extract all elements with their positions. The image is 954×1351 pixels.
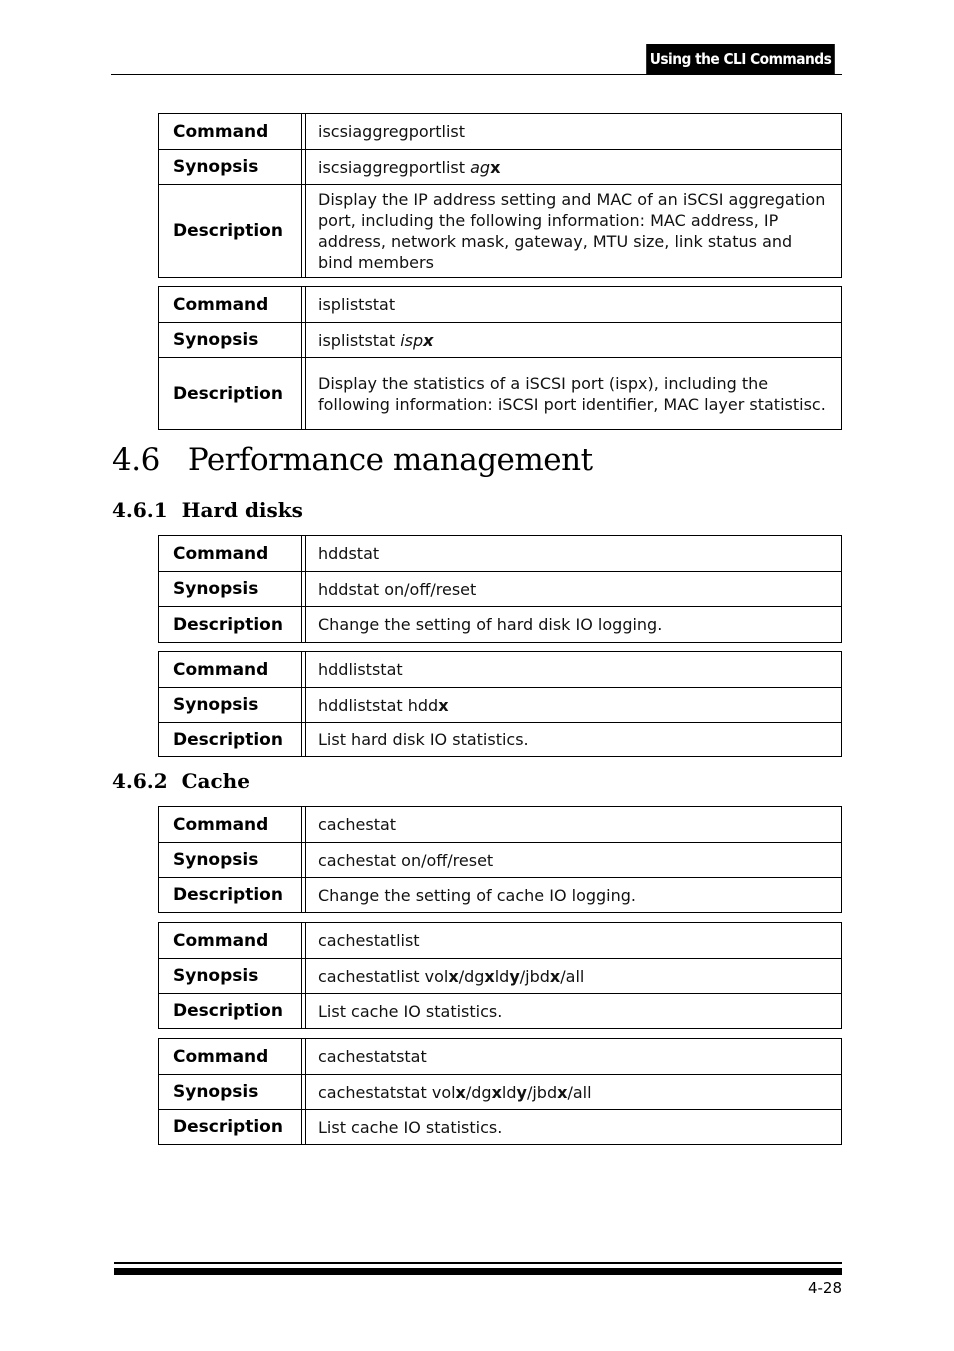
command-row [159, 536, 841, 571]
synopsis-value: cachestatstat vol x /dg x ld y /jbd x /all [318, 1082, 592, 1102]
command-table-iscsiaggregportlist [158, 113, 842, 278]
synopsis-row [159, 842, 841, 877]
synopsis-row [159, 958, 841, 993]
description-label: Description [159, 185, 302, 277]
description-row [159, 877, 841, 912]
header-section-tab: Using the CLI Commands [646, 44, 835, 74]
description-row [159, 993, 841, 1028]
header-rule [111, 74, 842, 75]
synopsis-label: Synopsis [159, 572, 302, 606]
command-label: Command [159, 652, 302, 687]
command-value: cachestatlist [318, 931, 420, 950]
description-value: Change the setting of cache IO logging. [318, 885, 636, 905]
synopsis-row [159, 1074, 841, 1109]
description-label: Description [159, 994, 302, 1028]
command-row [159, 807, 841, 842]
command-row [159, 1039, 841, 1074]
synopsis-row [159, 149, 841, 184]
synopsis-label: Synopsis [159, 959, 302, 993]
command-label: Command [159, 114, 302, 149]
description-value: List hard disk IO statistics. [318, 730, 529, 749]
command-table-hddliststat [158, 651, 842, 757]
command-value: hddstat [318, 544, 380, 563]
synopsis-row [159, 322, 841, 357]
synopsis-label: Synopsis [159, 323, 302, 357]
synopsis-value: hddliststat hdd x [318, 695, 449, 715]
synopsis-value: cachestat on/off/reset [318, 850, 494, 870]
synopsis-value: hddstat on/off/reset [318, 579, 477, 599]
description-label: Description [159, 878, 302, 912]
synopsis-value: ispliststat isp x [318, 330, 434, 350]
description-row [159, 184, 841, 277]
synopsis-value: cachestatlist vol x /dg x ld y /jbd x /all [318, 966, 585, 986]
subsection-heading-hard-disks: 4.6.1 Hard disks [112, 498, 303, 522]
command-value: hddliststat [318, 660, 403, 679]
description-row [159, 722, 841, 756]
synopsis-row [159, 687, 841, 722]
command-label: Command [159, 1039, 302, 1074]
subsection-heading-cache: 4.6.2 Cache [112, 769, 250, 793]
command-value: cachestat [318, 815, 397, 834]
footer-rule-thin [114, 1262, 842, 1264]
footer-rule-thick [114, 1268, 842, 1275]
description-label: Description [159, 358, 302, 429]
command-table-cachestat [158, 806, 842, 913]
synopsis-label: Synopsis [159, 843, 302, 877]
command-row [159, 287, 841, 322]
command-label: Command [159, 287, 302, 322]
description-value: Display the IP address setting and MAC of an iSCSI aggregation port, including the following information: MAC address, IP address, network mask, gateway, MTU size, link status and bind members [318, 190, 826, 272]
description-value: Change the setting of hard disk IO logging. [318, 615, 663, 634]
description-row [159, 357, 841, 429]
description-value: List cache IO statistics. [318, 1001, 503, 1021]
command-label: Command [159, 536, 302, 571]
synopsis-label: Synopsis [159, 1075, 302, 1109]
command-table-cachestatstat [158, 1038, 842, 1145]
description-value: Display the statistics of a iSCSI port (ispx), including the following information: iSCSI port identifier, MAC layer statistisc. [318, 373, 826, 414]
command-table-hddstat [158, 535, 842, 643]
command-value: cachestatstat [318, 1047, 427, 1066]
command-row [159, 923, 841, 958]
command-table-cachestatlist [158, 922, 842, 1029]
page-number: 4-28 [807, 1279, 842, 1297]
command-label: Command [159, 923, 302, 958]
description-label: Description [159, 723, 302, 756]
section-heading: 4.6 Performance management [112, 442, 593, 478]
synopsis-value: iscsiaggregportlist ag x [318, 157, 501, 177]
command-value: ispliststat [318, 295, 396, 314]
command-table-ispliststat [158, 286, 842, 430]
command-row [159, 114, 841, 149]
description-label: Description [159, 1110, 302, 1144]
command-label: Command [159, 807, 302, 842]
description-value: List cache IO statistics. [318, 1117, 503, 1137]
description-row [159, 1109, 841, 1144]
description-row [159, 606, 841, 642]
synopsis-row [159, 571, 841, 606]
description-label: Description [159, 607, 302, 642]
synopsis-label: Synopsis [159, 688, 302, 722]
command-row [159, 652, 841, 687]
command-value: iscsiaggregportlist [318, 122, 465, 141]
synopsis-label: Synopsis [159, 150, 302, 184]
